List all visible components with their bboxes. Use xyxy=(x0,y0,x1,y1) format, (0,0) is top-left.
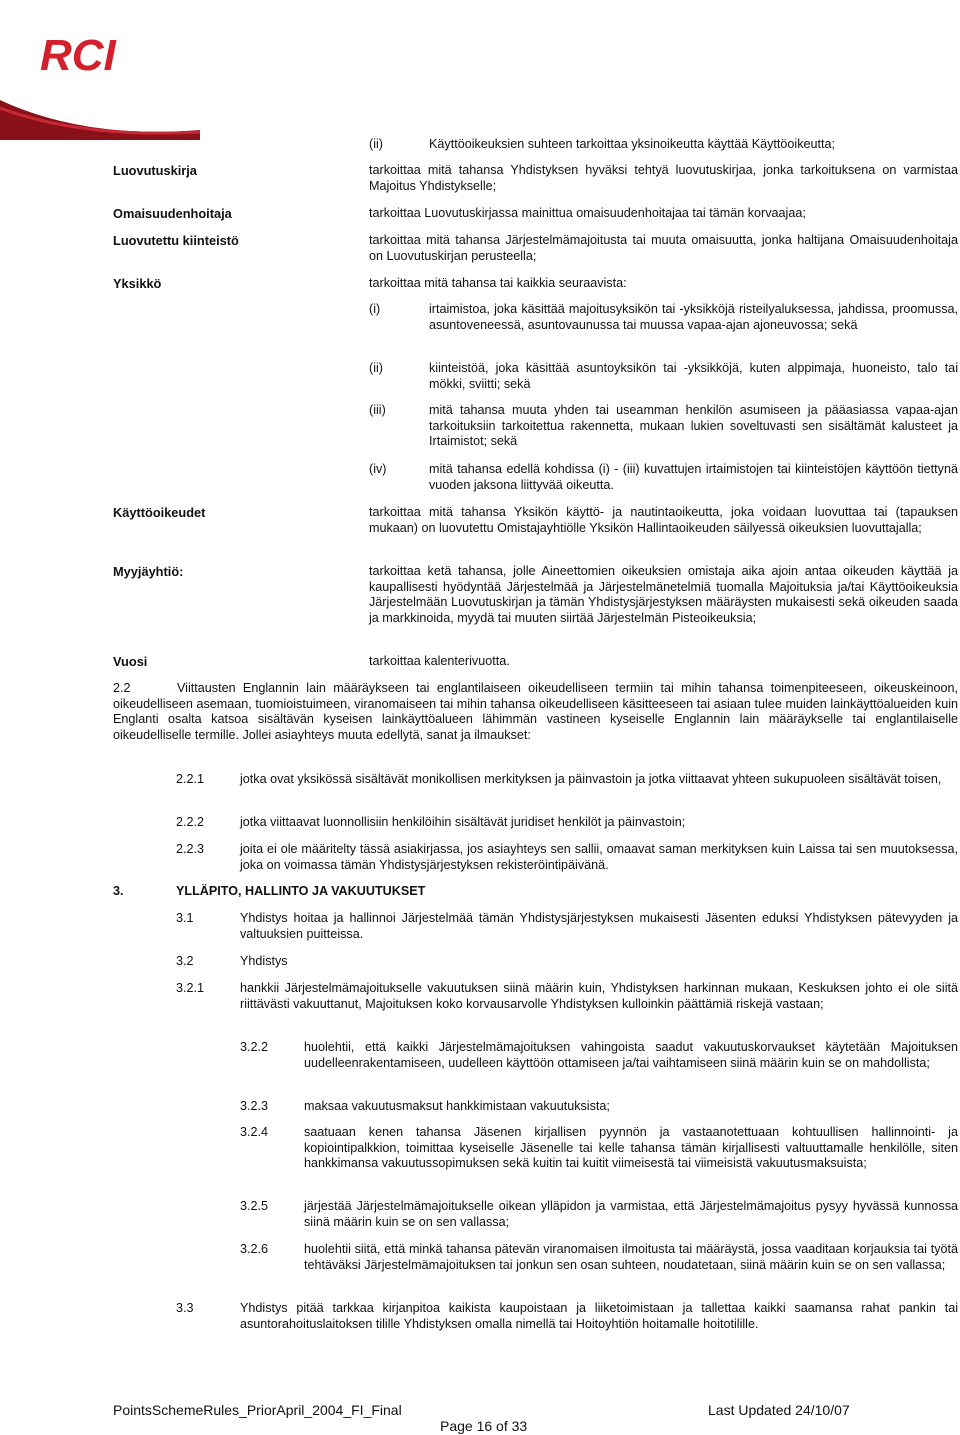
definition-text: tarkoittaa mitä tahansa Yksikön käyttö- ja nautintaoikeutta, joka voidaan luovuttaa tai (tapauksen mukaan) on luovutettu Omistajayhtiölle Yksikön Hallintaoikeuden säilyessä oikeuksien luovuttajalla; xyxy=(369,505,958,535)
clause-text: Yhdistys hoitaa ja hallinnoi Järjestelmää tämän Yhdistysjärjestyksen mukaisesti Jäsenten eduksi Yhdistyksen pätevyyden ja valtuuksien puitteissa. xyxy=(240,911,958,941)
clause-number: 3.1 xyxy=(176,911,194,925)
unit-item-number: (iv) xyxy=(369,462,387,476)
definition-term: Luovutettu kiinteistö xyxy=(113,233,239,248)
definition-term: Yksikkö xyxy=(113,276,162,291)
definition-term: Omaisuudenhoitaja xyxy=(113,206,232,221)
unit-item-text: irtaimistoa, joka käsittää majoitusyksikön tai -yksikköjä risteilyaluksessa, jahdissa, proomussa, asuntoveneessä, asuntovaunussa tai muussa vapaa-ajan ajoneuvossa; sekä xyxy=(429,302,958,332)
subclause-text: maksaa vakuutusmaksut hankkimistaan vakuutuksista; xyxy=(304,1099,610,1113)
clause-text: Yhdistys pitää tarkkaa kirjanpitoa kaikista kaupoistaan ja liiketoimistaan ja tallettaa kaikki saamansa rahat pankin tai asuntorahoituslaitoksen tilille Yhdistyksen omalla nimellä tai Hoitoyhtiön hoitamalle hoitotilille. xyxy=(240,1301,958,1331)
footer-last-updated: Last Updated 24/10/07 xyxy=(708,1402,850,1418)
section-text: Viittausten Englannin lain määräykseen tai englantilaiseen oikeudelliseen termiin tai mihin tahansa toimenpiteeseen, oikeuskeinoon, oikeudelliseen asemaan, tuomioistuimeen, viranomaiseen tai mihin tahansa oikeudelliseen käsitteeseen tai asiaan tulee muiden lainkäyttöalueiden kuin Englanti osalta katsoa sisältävän kyseisen lainkäyttöalueen lähimmän vastineen kyseiselle Englannin lain määräykselle tai englantilaiselle oikeudelliselle termille. Jollei asiayhteys muuta edellytä, sanat ja ilmaukset: xyxy=(113,681,958,743)
footer-filename: PointsSchemeRules_PriorApril_2004_FI_Final xyxy=(113,1402,402,1418)
logo-wordmark: RCI xyxy=(40,31,116,80)
unit-item-number: (i) xyxy=(369,302,381,316)
subclause-number: 3.2.5 xyxy=(240,1199,269,1213)
clause-number: 2.2.1 xyxy=(176,772,205,786)
clause-text: Yhdistys xyxy=(240,954,288,968)
clause-number: 3.2.1 xyxy=(176,981,205,995)
subclause-text: huolehtii, että kaikki Järjestelmämajoituksen vahingoista saadut vakuutuskorvaukset käytetään Majoituksen uudelleenrakentamiseen, uudelleen käyttöön ottamiseen ja/tai vaihtamiseen siinä määrin kuin se on mahdollista; xyxy=(304,1040,958,1070)
clause-number: 3.2 xyxy=(176,954,194,968)
subclause-number: 3.2.4 xyxy=(240,1125,269,1139)
rci-logo xyxy=(0,0,200,140)
definition-text: tarkoittaa mitä tahansa Yhdistyksen hyväksi tehtyä luovutuskirjaa, jonka tarkoituksena on varmistaa Majoitus Yhdistykselle; xyxy=(369,163,958,193)
subclause-number: 3.2.2 xyxy=(240,1040,269,1054)
top-item-text: Käyttöoikeuksien suhteen tarkoittaa yksinoikeutta käyttää Käyttöoikeutta; xyxy=(429,137,836,151)
subclause-text: huolehtii siitä, että minkä tahansa pätevän viranomaisen ilmoitusta tai määräystä, jossa vaaditaan korjauksia tai työtä tehtäväksi Järjestelmämajoituksen tai jonkun sen osan suhteen, noudatetaan, siinä määrin kuin se on sen vallassa; xyxy=(304,1242,958,1272)
unit-item-text: mitä tahansa muuta yhden tai useamman henkilön asumiseen ja pääasiassa vapaa-ajan tarkoituksiin tarkoitettua rakennetta, mukaan lukien soveltuvasti sen sisältämät kalusteet ja Irtaimistot; sekä xyxy=(429,403,958,449)
subclause-text: saatuaan kenen tahansa Jäsenen kirjallisen pyynnön ja vastaanotettuaan kohtuullisen hallinnointi- ja kopiointipalkkion, toimittaa kyseiselle Jäsenelle tai kelle tahansa tämän kirjallisesti valtuuttamalle henkilölle, siten hankkimansa vakuutussopimuksen sekä kuitin tai kuitit viimeisestä tai viimeisistä vakuutusmaksuista; xyxy=(304,1125,958,1171)
clause-text: jotka ovat yksikössä sisältävät monikollisen merkityksen ja päinvastoin ja jotka viittaavat yhteen sukupuoleen sisältävät toisen, xyxy=(240,772,942,786)
unit-item-text: kiinteistöä, joka käsittää asuntoyksikön tai -yksikköjä, kuten alppimaja, huoneisto, talo tai mökki, sviitti; sekä xyxy=(429,361,958,391)
definition-term: Myyjäyhtiö: xyxy=(113,564,184,579)
unit-item-number: (iii) xyxy=(369,403,386,417)
clause-number: 2.2.3 xyxy=(176,842,205,856)
top-item-number: (ii) xyxy=(369,137,383,151)
clause-text: jotka viittaavat luonnollisiin henkilöihin sisältävät juridiset henkilöt ja päinvastoin; xyxy=(240,815,686,829)
definition-term: Vuosi xyxy=(113,654,148,669)
clause-text: joita ei ole määritelty tässä asiakirjassa, jos asiayhteys sen sallii, omaavat saman merkityksen kuin Laissa tai sen muutoksessa, joka on voimassa tämän Yhdistysjärjestyksen rekisteröintipäivänä. xyxy=(240,842,958,872)
definition-text: tarkoittaa kalenterivuotta. xyxy=(369,654,510,668)
definition-text: tarkoittaa Luovutuskirjassa mainittua omaisuudenhoitajaa tai tämän korvaajaa; xyxy=(369,206,806,220)
definition-term: Käyttöoikeudet xyxy=(113,505,206,520)
footer-page-number: Page 16 of 33 xyxy=(440,1418,528,1434)
definition-text: tarkoittaa mitä tahansa Järjestelmämajoitusta tai muuta omaisuutta, jonka haltijana Omaisuudenhoitaja on Luovutuskirjan perusteella; xyxy=(369,233,958,263)
definition-term: Luovutuskirja xyxy=(113,163,197,178)
definition-text: tarkoittaa mitä tahansa tai kaikkia seuraavista: xyxy=(369,276,627,290)
section-number: 3. xyxy=(113,884,124,898)
unit-item-text: mitä tahansa edellä kohdissa (i) - (iii) kuvattujen irtaimistojen tai kiinteistöjen käyttöön tiettynä vuoden jaksona liittyvää oikeutta. xyxy=(429,462,958,492)
clause-number: 2.2.2 xyxy=(176,815,205,829)
clause-number: 3.3 xyxy=(176,1301,194,1315)
section-heading: YLLÄPITO, HALLINTO JA VAKUUTUKSET xyxy=(176,884,426,898)
subclause-number: 3.2.6 xyxy=(240,1242,269,1256)
subclause-number: 3.2.3 xyxy=(240,1099,269,1113)
unit-item-number: (ii) xyxy=(369,361,383,375)
definition-text: tarkoittaa ketä tahansa, jolle Aineettomien oikeuksien omistaja aika ajoin antaa oikeuden käyttää ja kaupallisesti hyödyntää Järjestelmää ja Järjestelmänetelmiä tuomalla Majoituksia ja/tai Käyttöoikeuksia Järjestelmään Luovutuskirjan ja tämän Yhdistysjärjestyksen määräysten mukaisesti sekä oikeuden saada ja markkinoida, myydä tai muuten siirtää Järjestelmän Pisteoikeuksia; xyxy=(369,564,958,626)
section-number: 2.2 xyxy=(113,681,131,695)
subclause-text: järjestää Järjestelmämajoitukselle oikean ylläpidon ja varmistaa, että Järjestelmämajoitus pysyy hyvässä kunnossa siinä määrin kuin se on sen vallassa; xyxy=(304,1199,958,1229)
clause-text: hankkii Järjestelmämajoitukselle vakuutuksen siinä määrin kuin, Yhdistyksen harkinnan mukaan, Keskuksen johto ei ole siitä riittävästi vakuuttanut, Majoituksen koko korvausarvolle Yhdistyksen kulloinkin päättämiä riskejä vastaan; xyxy=(240,981,958,1011)
